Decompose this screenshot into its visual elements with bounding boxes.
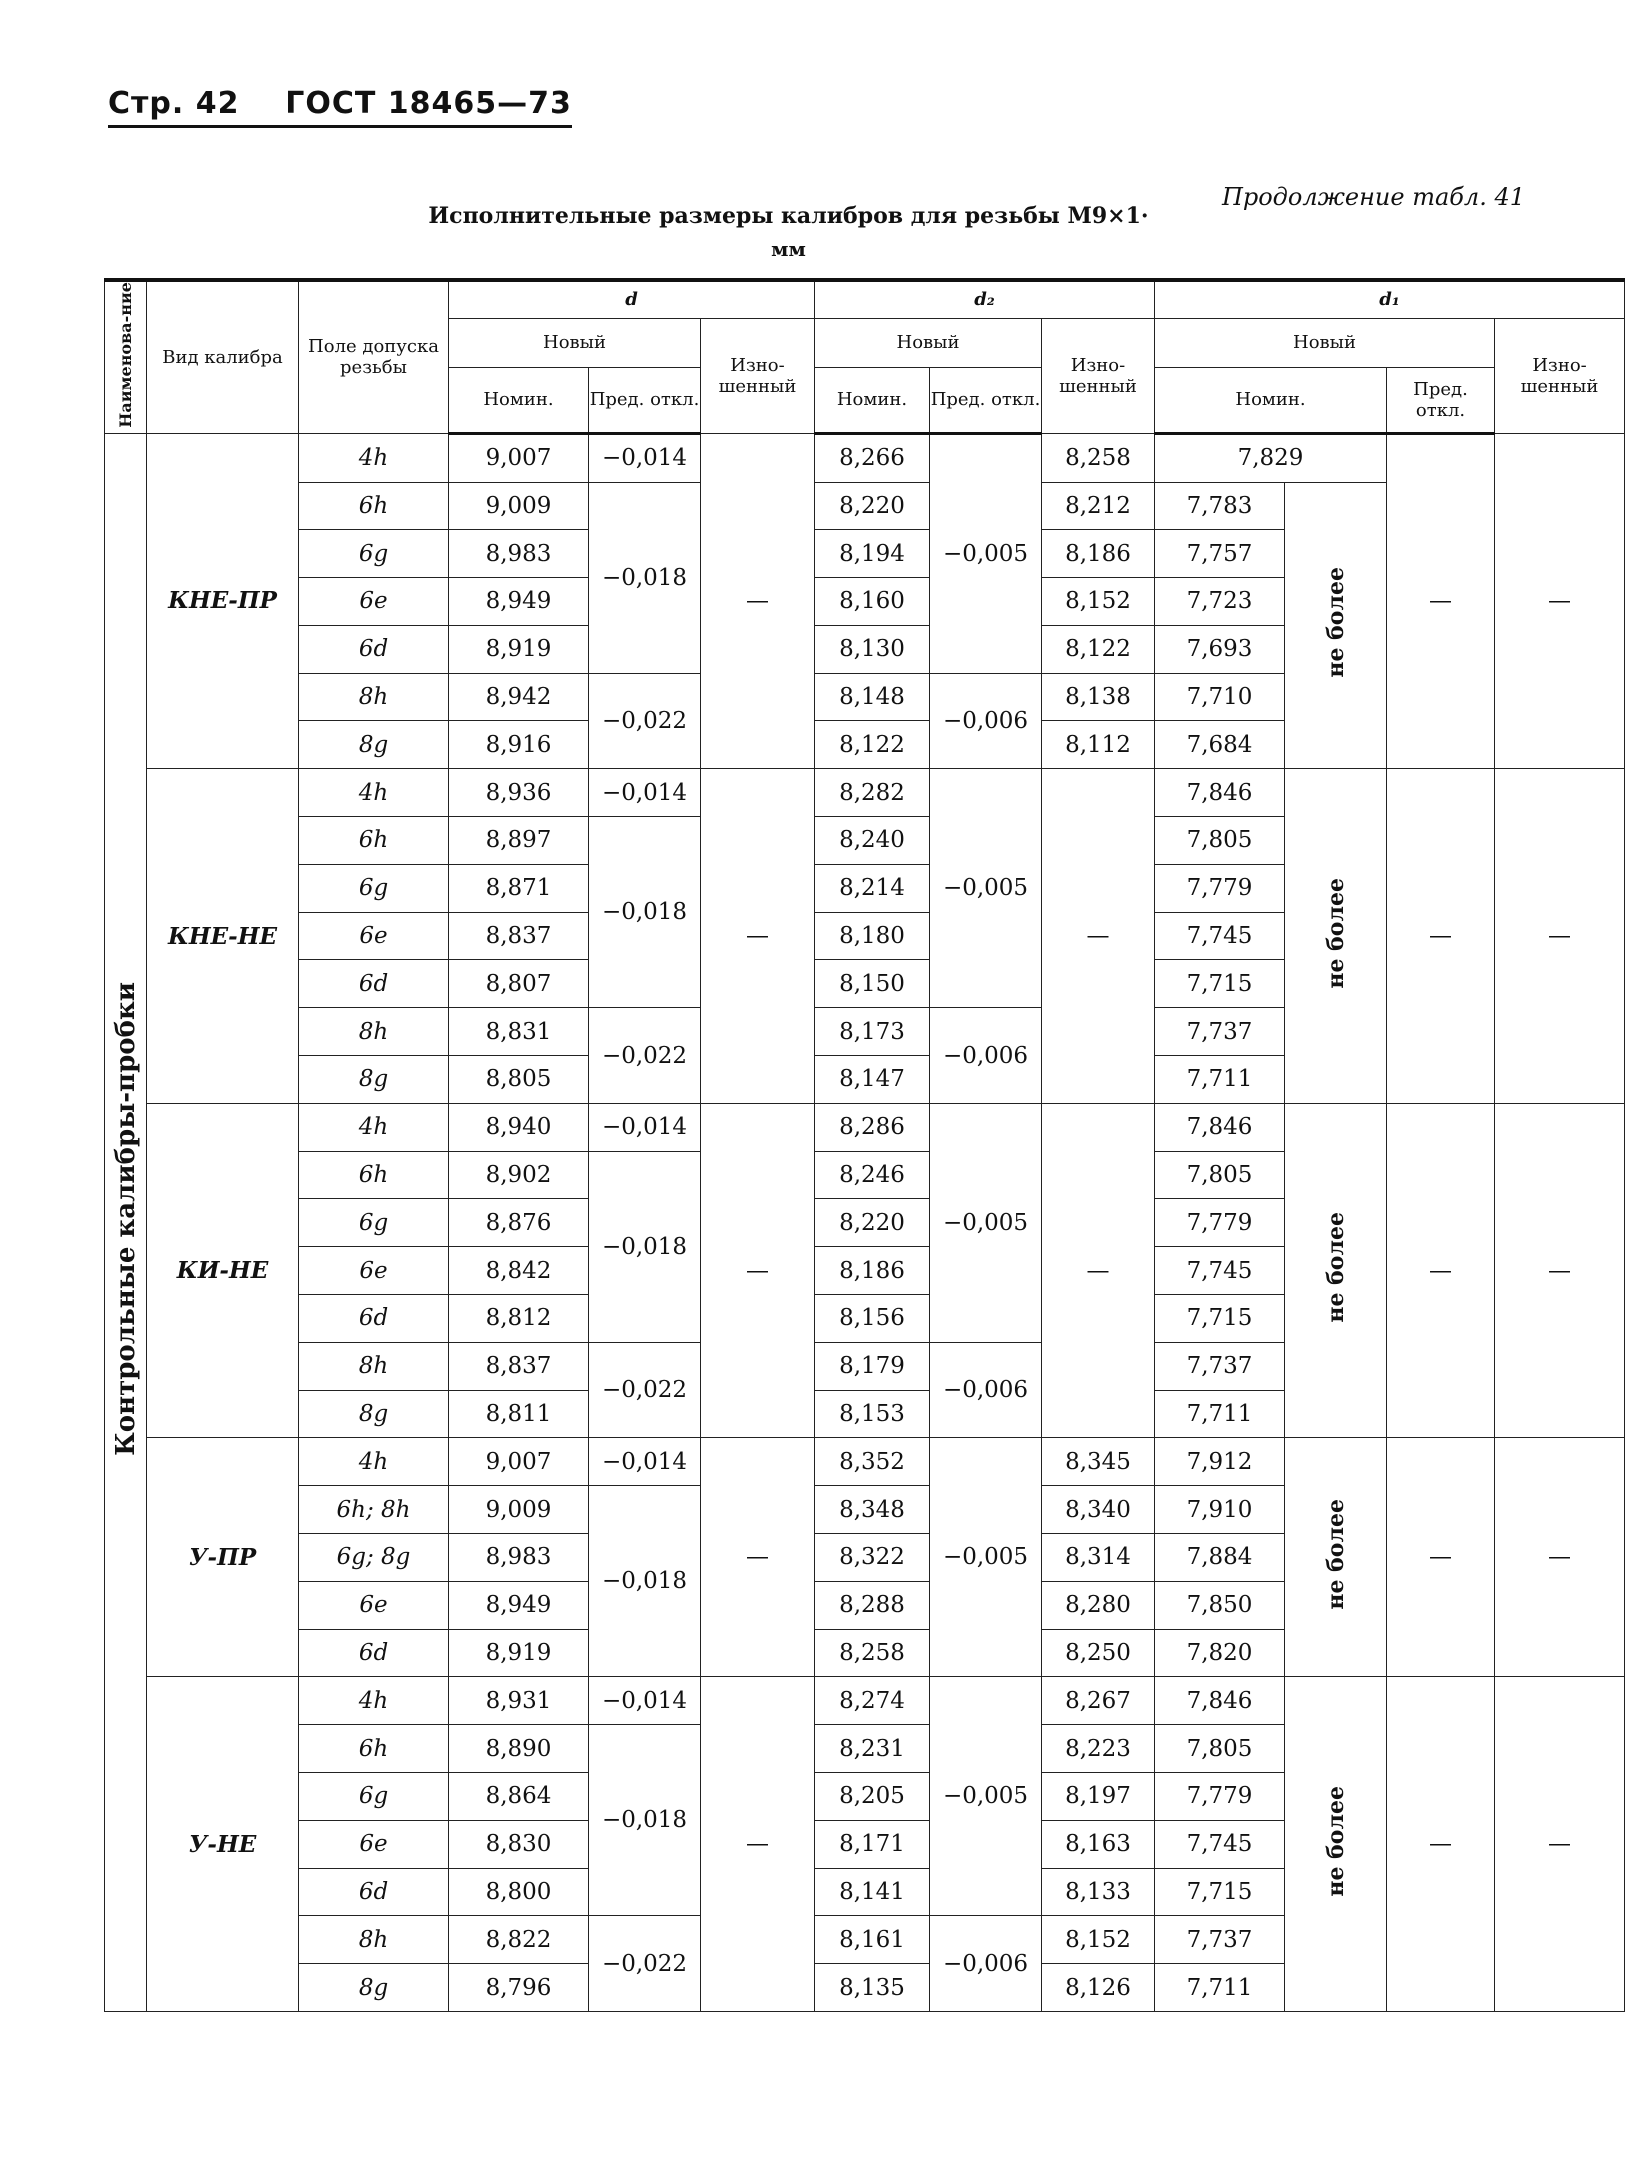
d-dev-cell: −0,018 bbox=[589, 817, 701, 1008]
d1-dev-dash: — bbox=[1387, 769, 1495, 1104]
d-nom-cell: 9,007 bbox=[449, 1438, 589, 1486]
d2-worn-cell: 8,197 bbox=[1042, 1773, 1155, 1821]
d-dev-cell: −0,022 bbox=[589, 1008, 701, 1104]
d2-nom-cell: 8,135 bbox=[815, 1964, 930, 2012]
d2-nom-cell: 8,240 bbox=[815, 817, 930, 865]
d2-nom-cell: 8,148 bbox=[815, 673, 930, 721]
d2-worn-dash: — bbox=[1042, 1103, 1155, 1438]
d-nom-cell: 8,983 bbox=[449, 530, 589, 578]
d2-nom-cell: 8,173 bbox=[815, 1008, 930, 1056]
field-cell: 6h bbox=[299, 817, 449, 865]
d1-nom-cell: 7,737 bbox=[1155, 1916, 1285, 1964]
d2-worn-cell: 8,280 bbox=[1042, 1581, 1155, 1629]
field-cell: 6h bbox=[299, 1151, 449, 1199]
d2-nom-cell: 8,150 bbox=[815, 960, 930, 1008]
field-cell: 6g bbox=[299, 1199, 449, 1247]
d-dev-cell: −0,014 bbox=[589, 1103, 701, 1151]
d-nom-cell: 8,796 bbox=[449, 1964, 589, 2012]
d2-nom-cell: 8,214 bbox=[815, 864, 930, 912]
d2-worn-cell: 8,250 bbox=[1042, 1629, 1155, 1677]
d-nom-cell: 8,837 bbox=[449, 1342, 589, 1390]
header-d-new: Новый bbox=[449, 318, 701, 367]
d-nom-cell: 8,812 bbox=[449, 1295, 589, 1343]
d1-nom-cell: 7,684 bbox=[1155, 721, 1285, 769]
d2-nom-cell: 8,156 bbox=[815, 1295, 930, 1343]
d-nom-cell: 8,949 bbox=[449, 1581, 589, 1629]
d1-nom-cell: 7,715 bbox=[1155, 960, 1285, 1008]
d-dev-cell: −0,014 bbox=[589, 769, 701, 817]
d-dev-cell: −0,018 bbox=[589, 1725, 701, 1916]
d2-worn-cell: 8,152 bbox=[1042, 1916, 1155, 1964]
d2-nom-cell: 8,160 bbox=[815, 578, 930, 626]
d2-worn-cell: 8,212 bbox=[1042, 482, 1155, 530]
d1-nom-cell: 7,779 bbox=[1155, 1199, 1285, 1247]
d2-nom-cell: 8,288 bbox=[815, 1581, 930, 1629]
field-cell: 6d bbox=[299, 625, 449, 673]
d-dev-cell: −0,022 bbox=[589, 1342, 701, 1438]
d-nom-cell: 8,942 bbox=[449, 673, 589, 721]
d2-worn-cell: 8,126 bbox=[1042, 1964, 1155, 2012]
header-d2-nom: Номин. bbox=[815, 367, 930, 433]
d2-nom-cell: 8,205 bbox=[815, 1773, 930, 1821]
d2-nom-cell: 8,194 bbox=[815, 530, 930, 578]
d1-nom-cell: 7,850 bbox=[1155, 1581, 1285, 1629]
d1-nom-cell: 7,757 bbox=[1155, 530, 1285, 578]
d-nom-cell: 8,822 bbox=[449, 1916, 589, 1964]
d1-nom-cell: 7,715 bbox=[1155, 1295, 1285, 1343]
header-d-dev: Пред. откл. bbox=[589, 367, 701, 433]
group-name: КНЕ-НЕ bbox=[147, 769, 299, 1104]
d-nom-cell: 9,007 bbox=[449, 433, 589, 482]
d2-worn-cell: 8,258 bbox=[1042, 433, 1155, 482]
d2-nom-cell: 8,352 bbox=[815, 1438, 930, 1486]
header-d1-dev: Пред. откл. bbox=[1387, 367, 1495, 433]
d2-worn-cell: 8,314 bbox=[1042, 1534, 1155, 1582]
d1-nom-cell: 7,783 bbox=[1155, 482, 1285, 530]
d-nom-cell: 8,940 bbox=[449, 1103, 589, 1151]
d-nom-cell: 8,890 bbox=[449, 1725, 589, 1773]
field-cell: 6d bbox=[299, 1629, 449, 1677]
d2-dev-cell: −0,006 bbox=[930, 1342, 1042, 1438]
d2-dev-cell: −0,005 bbox=[930, 433, 1042, 673]
table-continuation: Продолжение табл. 41 bbox=[1221, 183, 1525, 211]
header-d2: d₂ bbox=[815, 280, 1155, 318]
d1-nom-cell: 7,745 bbox=[1155, 1247, 1285, 1295]
d-nom-cell: 9,009 bbox=[449, 482, 589, 530]
d2-worn-cell: 8,122 bbox=[1042, 625, 1155, 673]
field-cell: 6g bbox=[299, 1773, 449, 1821]
field-cell: 8g bbox=[299, 1056, 449, 1104]
d2-dev-cell: −0,005 bbox=[930, 1103, 1042, 1342]
d2-nom-cell: 8,147 bbox=[815, 1056, 930, 1104]
d1-nom-cell: 7,846 bbox=[1155, 1103, 1285, 1151]
d1-nom-cell: 7,737 bbox=[1155, 1008, 1285, 1056]
field-cell: 6d bbox=[299, 960, 449, 1008]
d1-nom-cell: 7,779 bbox=[1155, 864, 1285, 912]
d2-dev-cell: −0,005 bbox=[930, 769, 1042, 1008]
d-nom-cell: 8,983 bbox=[449, 1534, 589, 1582]
group-name: КИ-НЕ bbox=[147, 1103, 299, 1438]
d-nom-cell: 8,919 bbox=[449, 1629, 589, 1677]
d-nom-cell: 8,916 bbox=[449, 721, 589, 769]
d2-worn-cell: 8,163 bbox=[1042, 1820, 1155, 1868]
d-nom-cell: 8,811 bbox=[449, 1390, 589, 1438]
field-cell: 6e bbox=[299, 1581, 449, 1629]
field-cell: 6d bbox=[299, 1868, 449, 1916]
field-cell: 8h bbox=[299, 1342, 449, 1390]
d-nom-cell: 8,876 bbox=[449, 1199, 589, 1247]
not-more-label: не более bbox=[1285, 1677, 1387, 2012]
d1-worn-dash: — bbox=[1495, 769, 1625, 1104]
field-cell: 4h bbox=[299, 769, 449, 817]
d2-worn-cell: 8,112 bbox=[1042, 721, 1155, 769]
d2-nom-cell: 8,322 bbox=[815, 1534, 930, 1582]
d-dev-cell: −0,022 bbox=[589, 673, 701, 769]
d2-nom-cell: 8,122 bbox=[815, 721, 930, 769]
header-name: Наименова-ние bbox=[105, 280, 147, 433]
d-nom-cell: 8,807 bbox=[449, 960, 589, 1008]
d-worn-dash: — bbox=[701, 1103, 815, 1438]
field-cell: 6h bbox=[299, 482, 449, 530]
field-cell: 4h bbox=[299, 1677, 449, 1725]
table-caption: Исполнительные размеры калибров для резьбы M9×1· bbox=[428, 203, 1149, 229]
d-nom-cell: 8,902 bbox=[449, 1151, 589, 1199]
header-d2-dev: Пред. откл. bbox=[930, 367, 1042, 433]
d-dev-cell: −0,014 bbox=[589, 1438, 701, 1486]
d-nom-cell: 8,831 bbox=[449, 1008, 589, 1056]
d1-nom-cell: 7,745 bbox=[1155, 912, 1285, 960]
d1-nom-cell: 7,711 bbox=[1155, 1964, 1285, 2012]
d1-nom-cell: 7,829 bbox=[1155, 433, 1387, 482]
field-cell: 6e bbox=[299, 1247, 449, 1295]
field-cell: 6g; 8g bbox=[299, 1534, 449, 1582]
d-nom-cell: 8,800 bbox=[449, 1868, 589, 1916]
d1-nom-cell: 7,723 bbox=[1155, 578, 1285, 626]
d-nom-cell: 8,864 bbox=[449, 1773, 589, 1821]
d2-worn-cell: 8,340 bbox=[1042, 1486, 1155, 1534]
d1-nom-cell: 7,846 bbox=[1155, 769, 1285, 817]
field-cell: 4h bbox=[299, 1103, 449, 1151]
field-cell: 6g bbox=[299, 530, 449, 578]
d-nom-cell: 8,842 bbox=[449, 1247, 589, 1295]
d1-nom-cell: 7,820 bbox=[1155, 1629, 1285, 1677]
d1-worn-dash: — bbox=[1495, 1103, 1625, 1438]
header-d1-worn: Изно-шенный bbox=[1495, 318, 1625, 433]
d1-nom-cell: 7,805 bbox=[1155, 1151, 1285, 1199]
d2-nom-cell: 8,220 bbox=[815, 1199, 930, 1247]
standard-number: ГОСТ 18465—73 bbox=[285, 86, 572, 121]
d2-dev-cell: −0,005 bbox=[930, 1677, 1042, 1916]
field-cell: 4h bbox=[299, 1438, 449, 1486]
d-worn-dash: — bbox=[701, 433, 815, 769]
header-d1: d₁ bbox=[1155, 280, 1625, 318]
d-dev-cell: −0,018 bbox=[589, 482, 701, 673]
d1-nom-cell: 7,693 bbox=[1155, 625, 1285, 673]
d1-nom-cell: 7,737 bbox=[1155, 1342, 1285, 1390]
field-cell: 8g bbox=[299, 1390, 449, 1438]
d2-dev-cell: −0,006 bbox=[930, 1916, 1042, 2012]
field-cell: 6e bbox=[299, 1820, 449, 1868]
d2-worn-cell: 8,152 bbox=[1042, 578, 1155, 626]
d1-nom-cell: 7,805 bbox=[1155, 1725, 1285, 1773]
group-name: КНЕ-ПР bbox=[147, 433, 299, 769]
d-dev-cell: −0,014 bbox=[589, 1677, 701, 1725]
page-header bbox=[108, 86, 572, 128]
d2-nom-cell: 8,282 bbox=[815, 769, 930, 817]
d-worn-dash: — bbox=[701, 1677, 815, 2012]
d-nom-cell: 8,837 bbox=[449, 912, 589, 960]
d-dev-cell: −0,014 bbox=[589, 433, 701, 482]
page-number: Стр. 42 bbox=[108, 86, 240, 121]
d1-nom-cell: 7,711 bbox=[1155, 1056, 1285, 1104]
d2-nom-cell: 8,348 bbox=[815, 1486, 930, 1534]
d-nom-cell: 8,805 bbox=[449, 1056, 589, 1104]
d1-nom-cell: 7,910 bbox=[1155, 1486, 1285, 1534]
d1-nom-cell: 7,779 bbox=[1155, 1773, 1285, 1821]
field-cell: 6g bbox=[299, 864, 449, 912]
field-cell: 8g bbox=[299, 721, 449, 769]
d1-worn-dash: — bbox=[1495, 1438, 1625, 1677]
d2-worn-cell: 8,186 bbox=[1042, 530, 1155, 578]
d2-dev-cell: −0,006 bbox=[930, 673, 1042, 769]
group-name: У-НЕ bbox=[147, 1677, 299, 2012]
header-d1-new: Новый bbox=[1155, 318, 1495, 367]
d-dev-cell: −0,022 bbox=[589, 1916, 701, 2012]
d2-nom-cell: 8,161 bbox=[815, 1916, 930, 1964]
d2-nom-cell: 8,266 bbox=[815, 433, 930, 482]
d2-worn-cell: 8,138 bbox=[1042, 673, 1155, 721]
d2-nom-cell: 8,180 bbox=[815, 912, 930, 960]
d1-nom-cell: 7,884 bbox=[1155, 1534, 1285, 1582]
d1-nom-cell: 7,715 bbox=[1155, 1868, 1285, 1916]
field-cell: 6e bbox=[299, 578, 449, 626]
header-d1-nom: Номин. bbox=[1155, 367, 1387, 433]
d2-nom-cell: 8,153 bbox=[815, 1390, 930, 1438]
d-nom-cell: 8,949 bbox=[449, 578, 589, 626]
d2-worn-cell: 8,345 bbox=[1042, 1438, 1155, 1486]
header-kind: Вид калибра bbox=[147, 280, 299, 433]
d-nom-cell: 8,931 bbox=[449, 1677, 589, 1725]
d2-nom-cell: 8,179 bbox=[815, 1342, 930, 1390]
d2-dev-cell: −0,005 bbox=[930, 1438, 1042, 1677]
d-worn-dash: — bbox=[701, 1438, 815, 1677]
field-cell: 8g bbox=[299, 1964, 449, 2012]
d-nom-cell: 8,871 bbox=[449, 864, 589, 912]
d2-nom-cell: 8,258 bbox=[815, 1629, 930, 1677]
header-field: Поле допуска резьбы bbox=[299, 280, 449, 433]
field-cell: 8h bbox=[299, 673, 449, 721]
field-cell: 6d bbox=[299, 1295, 449, 1343]
field-cell: 6h; 8h bbox=[299, 1486, 449, 1534]
table-unit: мм bbox=[771, 237, 806, 261]
not-more-label: не более bbox=[1285, 1438, 1387, 1677]
d1-dev-dash: — bbox=[1387, 1103, 1495, 1438]
d1-dev-dash: — bbox=[1387, 1438, 1495, 1677]
d1-dev-dash: — bbox=[1387, 1677, 1495, 2012]
d2-nom-cell: 8,231 bbox=[815, 1725, 930, 1773]
d2-nom-cell: 8,246 bbox=[815, 1151, 930, 1199]
header-d2-new: Новый bbox=[815, 318, 1042, 367]
d-dev-cell: −0,018 bbox=[589, 1486, 701, 1677]
d2-nom-cell: 8,220 bbox=[815, 482, 930, 530]
header-d: d bbox=[449, 280, 815, 318]
d2-worn-cell: 8,133 bbox=[1042, 1868, 1155, 1916]
header-d-worn: Изно-шенный bbox=[701, 318, 815, 433]
d2-worn-cell: 8,223 bbox=[1042, 1725, 1155, 1773]
side-category: Контрольные калибры-пробки bbox=[105, 433, 147, 2011]
header-d-nom: Номин. bbox=[449, 367, 589, 433]
field-cell: 4h bbox=[299, 433, 449, 482]
d-nom-cell: 9,009 bbox=[449, 1486, 589, 1534]
field-cell: 6e bbox=[299, 912, 449, 960]
d1-nom-cell: 7,846 bbox=[1155, 1677, 1285, 1725]
d2-worn-cell: 8,267 bbox=[1042, 1677, 1155, 1725]
d1-nom-cell: 7,711 bbox=[1155, 1390, 1285, 1438]
field-cell: 8h bbox=[299, 1916, 449, 1964]
d2-nom-cell: 8,286 bbox=[815, 1103, 930, 1151]
d2-dev-cell: −0,006 bbox=[930, 1008, 1042, 1104]
d2-nom-cell: 8,171 bbox=[815, 1820, 930, 1868]
d1-dev-dash: — bbox=[1387, 433, 1495, 769]
d-nom-cell: 8,936 bbox=[449, 769, 589, 817]
d1-nom-cell: 7,745 bbox=[1155, 1820, 1285, 1868]
not-more-label: не более bbox=[1285, 1103, 1387, 1438]
d2-nom-cell: 8,130 bbox=[815, 625, 930, 673]
d-nom-cell: 8,897 bbox=[449, 817, 589, 865]
d2-nom-cell: 8,274 bbox=[815, 1677, 930, 1725]
d1-worn-dash: — bbox=[1495, 1677, 1625, 2012]
header-d2-worn: Изно-шенный bbox=[1042, 318, 1155, 433]
d-nom-cell: 8,919 bbox=[449, 625, 589, 673]
d2-nom-cell: 8,186 bbox=[815, 1247, 930, 1295]
gauge-dimensions-table bbox=[104, 278, 1625, 2012]
not-more-label: не более bbox=[1285, 769, 1387, 1104]
d-worn-dash: — bbox=[701, 769, 815, 1104]
d2-worn-dash: — bbox=[1042, 769, 1155, 1104]
d-nom-cell: 8,830 bbox=[449, 1820, 589, 1868]
d1-nom-cell: 7,710 bbox=[1155, 673, 1285, 721]
not-more-label: не более bbox=[1285, 482, 1387, 769]
group-name: У-ПР bbox=[147, 1438, 299, 1677]
d1-worn-dash: — bbox=[1495, 433, 1625, 769]
d1-nom-cell: 7,805 bbox=[1155, 817, 1285, 865]
d1-nom-cell: 7,912 bbox=[1155, 1438, 1285, 1486]
field-cell: 6h bbox=[299, 1725, 449, 1773]
d2-nom-cell: 8,141 bbox=[815, 1868, 930, 1916]
field-cell: 8h bbox=[299, 1008, 449, 1056]
d-dev-cell: −0,018 bbox=[589, 1151, 701, 1342]
